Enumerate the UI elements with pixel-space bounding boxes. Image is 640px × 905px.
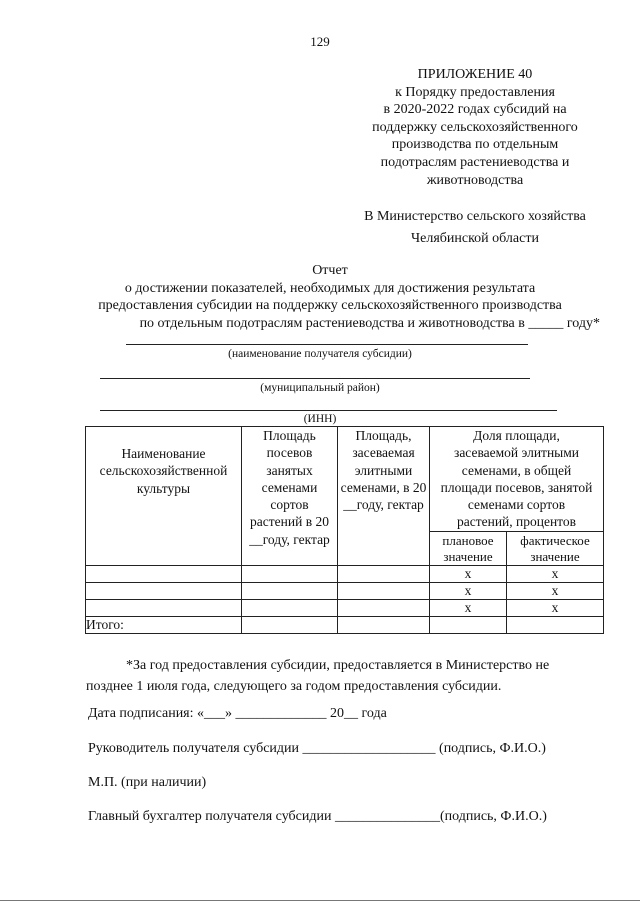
appendix-title: ПРИЛОЖЕНИЕ 40 (417, 67, 533, 82)
addressee-line: Челябинской области (411, 231, 539, 246)
report-heading (60, 262, 600, 332)
cell-total-area[interactable] (242, 565, 338, 582)
inn-caption: (ИНН) (303, 413, 337, 425)
cell-elite-area[interactable] (338, 599, 430, 616)
stamp-line: М.П. (при наличии) (88, 775, 207, 790)
cell-total-area[interactable] (242, 582, 338, 599)
header-planned: плановое значение (430, 531, 507, 565)
recipient-caption: (наименование получателя субсидии) (228, 348, 412, 360)
footnote-line: позднее 1 июля года, следующего за годом предоставления субсидии. (86, 678, 502, 694)
appendix-line: производства по отдельным (391, 137, 559, 153)
addressee (330, 206, 620, 250)
total-elite-area[interactable] (338, 616, 430, 633)
page-number: 129 (310, 34, 330, 49)
report-line: о достижении показателей, необходимых для достижения результата (124, 280, 536, 296)
appendix-line: к Порядку предоставления (395, 84, 555, 100)
cell-crop[interactable] (86, 599, 242, 616)
page-bottom-divider (0, 900, 640, 901)
appendix-header (330, 66, 620, 189)
cell-planned: x (430, 599, 507, 616)
header-crop-name: Наименование сельскохозяйственной культуры (86, 427, 242, 566)
report-title: Отчет (312, 263, 348, 278)
total-actual[interactable] (507, 616, 604, 633)
table-row (86, 582, 604, 599)
total-planned[interactable] (430, 616, 507, 633)
cell-actual: x (507, 565, 604, 582)
appendix-line: в 2020-2022 годах субсидий на (383, 102, 567, 118)
cell-crop[interactable] (86, 565, 242, 582)
report-line: по отдельным подотраслям растениеводства и животноводства в _____ году* (139, 315, 600, 331)
head-signature-line: Руководитель получателя субсидии ___________________ (подпись, Ф.И.О.) (88, 741, 546, 756)
appendix-line: подотраслям растениеводства и (380, 154, 570, 170)
cell-planned: x (430, 582, 507, 599)
district-caption: (муниципальный район) (260, 382, 380, 394)
report-table (85, 426, 604, 634)
footnote (86, 656, 606, 697)
cell-elite-area[interactable] (338, 565, 430, 582)
total-label: Итого: (86, 616, 242, 633)
cell-actual: x (507, 582, 604, 599)
header-elite-area: Площадь, засеваемая элитными семенами, в 20 __году, гектар (338, 427, 430, 566)
accountant-signature-line: Главный бухгалтер получателя субсидии _______________(подпись, Ф.И.О.) (88, 809, 547, 824)
table-total-row (86, 616, 604, 633)
signing-date-line: Дата подписания: «___» _____________ 20__ года (88, 706, 387, 721)
header-actual: фактическое значение (507, 531, 604, 565)
cell-crop[interactable] (86, 582, 242, 599)
header-total-area: Площадь посевов занятых семенами сортов растений в 20 __году, гектар (242, 427, 338, 566)
table-header-row (86, 427, 604, 532)
report-line: предоставления субсидии на поддержку сельскохозяйственного производства (98, 298, 562, 314)
table-row (86, 565, 604, 582)
cell-actual: x (507, 599, 604, 616)
table-row (86, 599, 604, 616)
total-total-area[interactable] (242, 616, 338, 633)
header-elite-share: Доля площади, засеваемой элитными семенами, в общей площади посевов, занятой семенами сортов растений, процентов (430, 427, 604, 532)
district-field-line (100, 378, 530, 379)
addressee-line: В Министерство сельского хозяйства (364, 209, 586, 224)
inn-field-line (100, 410, 557, 411)
cell-planned: x (430, 565, 507, 582)
appendix-line: поддержку сельскохозяйственного (372, 119, 578, 135)
recipient-field-line (126, 344, 528, 345)
cell-elite-area[interactable] (338, 582, 430, 599)
footnote-line: *За год предоставления субсидии, предоставляется в Министерство не (126, 658, 550, 673)
cell-total-area[interactable] (242, 599, 338, 616)
appendix-line: животноводства (426, 172, 524, 188)
